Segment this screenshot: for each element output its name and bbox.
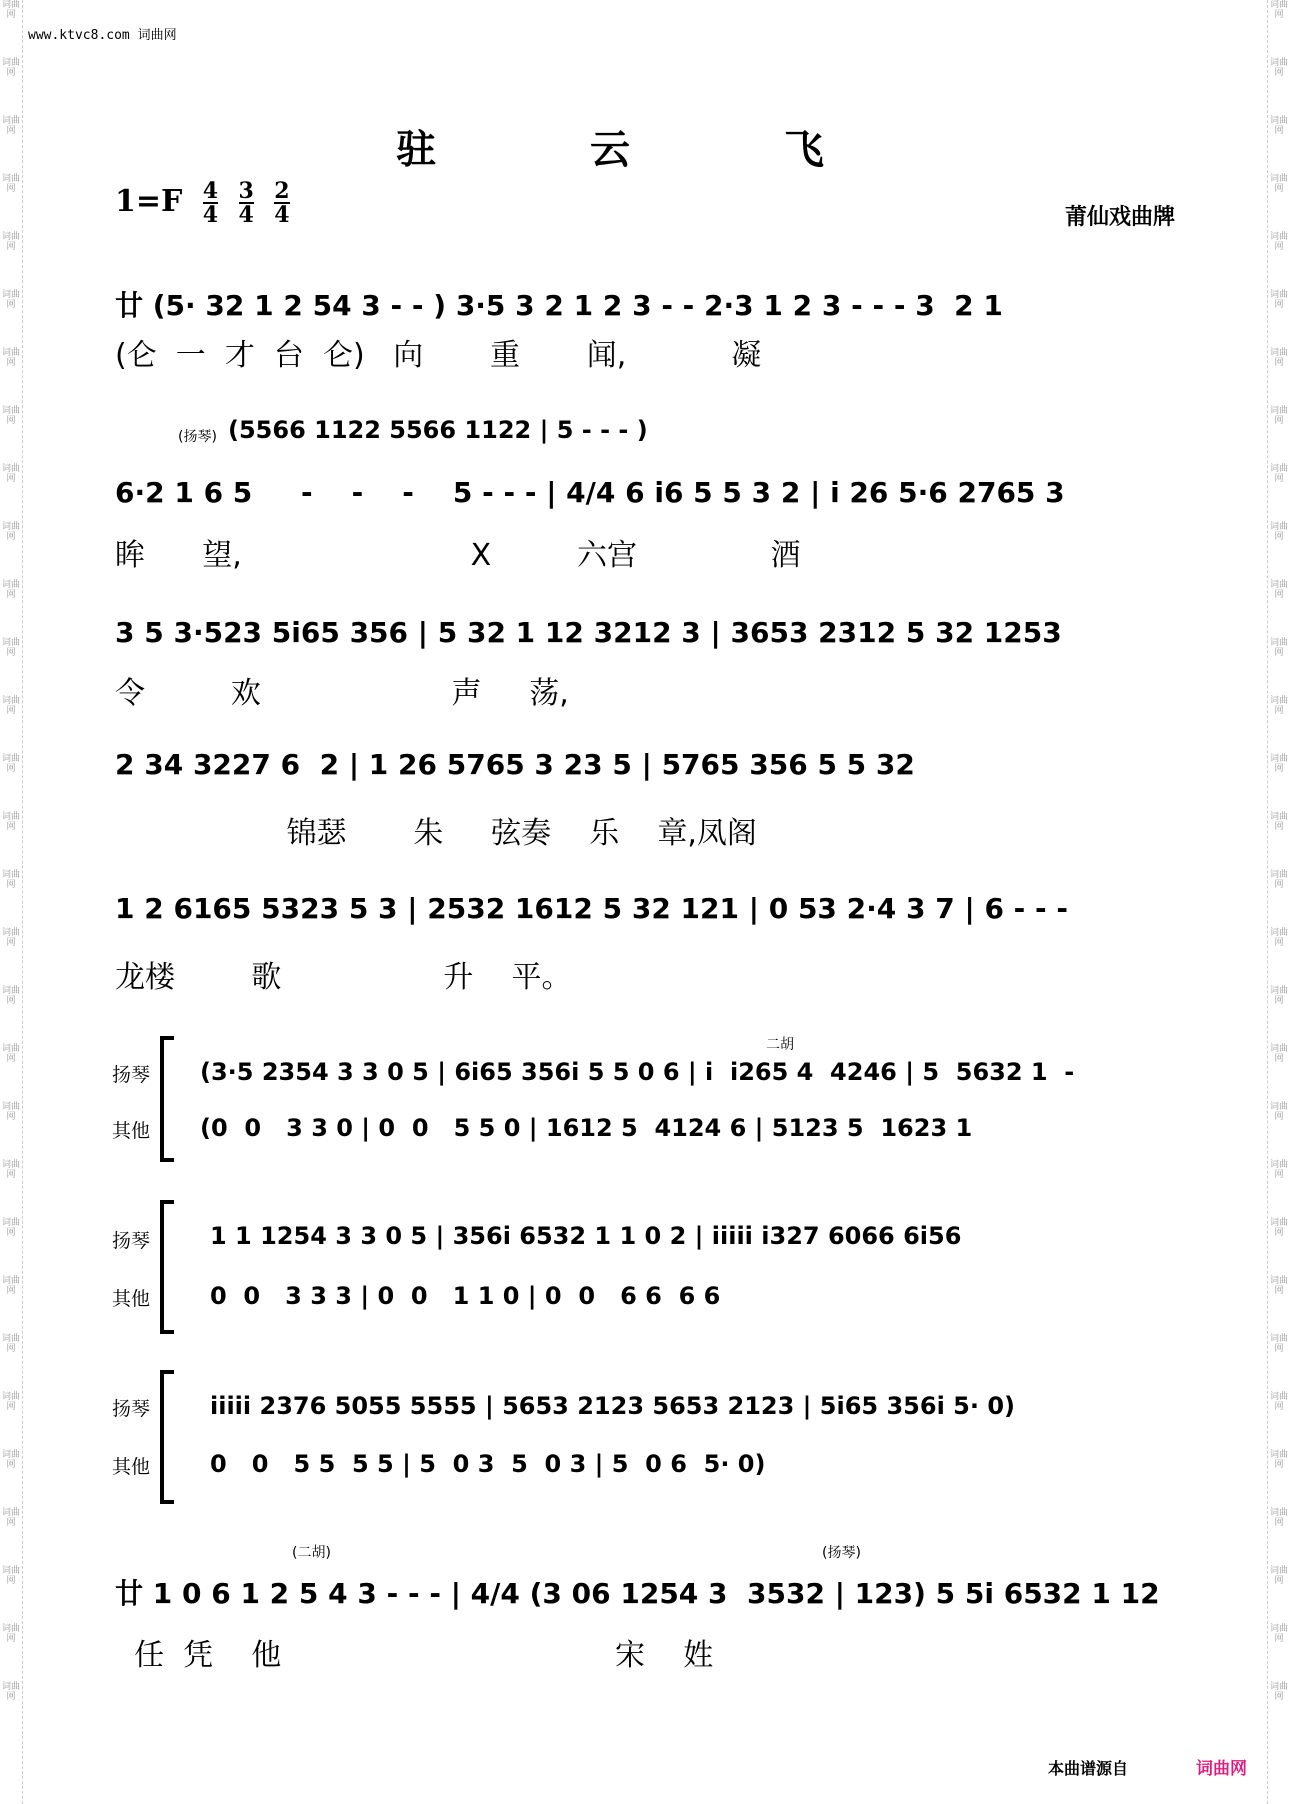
watermark-text: 词曲网: [1269, 232, 1288, 252]
right-watermark-strip: [1267, 0, 1290, 1804]
meter-1: $\frac{4}{4}$: [202, 178, 219, 228]
lyrics-row-last: 任 凭 他 宋 姓: [115, 1638, 714, 1673]
part-name: 扬琴: [112, 1064, 151, 1086]
source-label: 莆仙戏曲牌: [1064, 205, 1175, 230]
watermark-text: 词曲网: [1269, 1682, 1288, 1702]
watermark-text: 词曲网: [1, 58, 20, 78]
meter-3: $\frac{2}{4}$: [274, 178, 290, 228]
meter-2: $\frac{3}{4}$: [238, 178, 254, 228]
watermark-text: 词曲网: [1269, 522, 1288, 542]
part-notes: (0 0 3 3 0 | 0 0 5 5 0 | 1612 5 4124 6 | 5123 5 1623 1: [200, 1114, 973, 1142]
watermark-text: 词曲网: [1269, 348, 1288, 368]
part-name: 其他: [112, 1120, 151, 1142]
notation-row-last: 廿 1 0 6 1 2 5 4 3 - - - | 4/4 (3 06 1254 3 3532 | 123) 5 5i 6532 1 12: [115, 1577, 1160, 1610]
watermark-text: 词曲网: [1, 406, 20, 426]
watermark-text: 词曲网: [1269, 406, 1288, 426]
watermark-text: 词曲网: [1, 174, 20, 194]
watermark-text: 词曲网: [1, 1682, 20, 1702]
lyrics-row-3: 令 欢 声 荡,: [115, 676, 569, 711]
watermark-text: 词曲网: [1269, 928, 1288, 948]
watermark-text: 词曲网: [1, 1624, 20, 1644]
watermark-text: 词曲网: [1, 1102, 20, 1122]
watermark-text: 词曲网: [1269, 290, 1288, 310]
watermark-text: 词曲网: [1269, 638, 1288, 658]
watermark-text: 词曲网: [1269, 1160, 1288, 1180]
watermark-text: 词曲网: [1, 638, 20, 658]
watermark-text: 词曲网: [1, 580, 20, 600]
song-title: 驻 云 飞: [396, 126, 894, 173]
watermark-text: 词曲网: [1, 348, 20, 368]
part-notes: (3·5 2354 3 3 0 5 | 6i65 356i 5 5 0 6 | i i265 4 4246 | 5 5632 1 -: [200, 1058, 1075, 1086]
system-brace-3: [160, 1370, 174, 1504]
part-name: 扬琴: [112, 1230, 151, 1252]
part-notes: 0 0 3 3 3 | 0 0 1 1 0 | 0 0 6 6 6 6: [210, 1282, 721, 1310]
watermark-text: 词曲网: [1, 290, 20, 310]
erhu-label-2: (二胡): [292, 1545, 331, 1561]
notation-row-3: 3 5 3·523 5i65 356 | 5 32 1 12 3212 3 | 3653 2312 5 32 1253: [115, 616, 1062, 649]
part-name: 扬琴: [112, 1398, 151, 1420]
watermark-text: 词曲网: [1, 232, 20, 252]
watermark-text: 词曲网: [1269, 1218, 1288, 1238]
yangqin-label-2: (扬琴): [822, 1545, 861, 1561]
lyrics-row-2: 眸 望, X 六宫 酒: [115, 538, 801, 573]
yangqin-line: (5566 1122 5566 1122 | 5 - - - ): [228, 416, 648, 444]
watermark-text: 词曲网: [1269, 1624, 1288, 1644]
watermark-text: 词曲网: [1, 1276, 20, 1296]
watermark-text: 词曲网: [1, 812, 20, 832]
watermark-text: 词曲网: [1269, 1276, 1288, 1296]
watermark-text: 词曲网: [1269, 1392, 1288, 1412]
watermark-text: 词曲网: [1, 1334, 20, 1354]
watermark-text: 词曲网: [1269, 1508, 1288, 1528]
footer-source-text: 本曲谱源自: [1048, 1759, 1129, 1778]
lyrics-row-5: 龙楼 歌 升 平。: [115, 960, 572, 995]
footer-brand-link[interactable]: 词曲网: [1196, 1759, 1247, 1779]
lyrics-row-4: 锦瑟 朱 弦奏 乐 章,凤阁: [115, 816, 757, 851]
watermark-text: 词曲网: [1, 986, 20, 1006]
part-notes: 0 0 5 5 5 5 | 5 0 3 5 0 3 | 5 0 6 5· 0): [210, 1450, 766, 1478]
system-brace-1: [160, 1036, 174, 1162]
notation-row-4: 2 34 3227 6 2 | 1 26 5765 3 23 5 | 5765 356 5 5 32: [115, 748, 915, 781]
watermark-text: 词曲网: [1, 1044, 20, 1064]
watermark-text: 词曲网: [1269, 1566, 1288, 1586]
watermark-text: 词曲网: [1, 0, 20, 20]
site-url: www.ktvc8.com 词曲网: [28, 28, 177, 43]
key-signature: [115, 180, 290, 226]
watermark-text: 词曲网: [1, 1392, 20, 1412]
watermark-text: 词曲网: [1, 522, 20, 542]
watermark-text: 词曲网: [1269, 464, 1288, 484]
part-notes: iiiii 2376 5055 5555 | 5653 2123 5653 2123 | 5i65 356i 5· 0): [210, 1392, 1015, 1420]
notation-row-1: 廿 (5· 32 1 2 54 3 - - ) 3·5 3 2 1 2 3 - - 2·3 1 2 3 - - - 3 2 1: [115, 289, 1003, 322]
watermark-text: 词曲网: [1269, 1334, 1288, 1354]
watermark-text: 词曲网: [1, 696, 20, 716]
left-watermark-strip: [0, 0, 23, 1804]
watermark-text: 词曲网: [1269, 870, 1288, 890]
watermark-text: 词曲网: [1269, 580, 1288, 600]
part-notes: 1 1 1254 3 3 0 5 | 356i 6532 1 1 0 2 | iiiii i327 6066 6i56: [210, 1222, 962, 1250]
key-label: 1=F: [115, 184, 183, 219]
watermark-text: 词曲网: [1269, 1450, 1288, 1470]
watermark-text: 词曲网: [1, 116, 20, 136]
watermark-text: 词曲网: [1, 1508, 20, 1528]
watermark-text: 词曲网: [1, 754, 20, 774]
part-name: 其他: [112, 1288, 151, 1310]
lyrics-row-1: (仑 一 才 台 仑) 向 重 闻, 凝: [115, 338, 762, 373]
watermark-text: 词曲网: [1, 1450, 20, 1470]
watermark-text: 词曲网: [1, 1566, 20, 1586]
watermark-text: 词曲网: [1269, 58, 1288, 78]
watermark-text: 词曲网: [1269, 754, 1288, 774]
watermark-text: 词曲网: [1269, 696, 1288, 716]
watermark-text: 词曲网: [1, 464, 20, 484]
erhu-label: 二胡: [766, 1037, 794, 1053]
watermark-text: 词曲网: [1269, 1044, 1288, 1064]
watermark-text: 词曲网: [1269, 986, 1288, 1006]
watermark-text: 词曲网: [1269, 812, 1288, 832]
notation-row-2: 6·2 1 6 5 - - - 5 - - - | 4/4 6 i6 5 5 3 2 | i 26 5·6 2765 3: [115, 476, 1065, 509]
watermark-text: 词曲网: [1269, 174, 1288, 194]
watermark-text: 词曲网: [1269, 0, 1288, 20]
system-brace-2: [160, 1200, 174, 1334]
watermark-text: 词曲网: [1, 1218, 20, 1238]
notation-row-5: 1 2 6165 5323 5 3 | 2532 1612 5 32 121 | 0 53 2·4 3 7 | 6 - - -: [115, 892, 1069, 925]
watermark-text: 词曲网: [1, 928, 20, 948]
watermark-text: 词曲网: [1269, 116, 1288, 136]
watermark-text: 词曲网: [1, 1160, 20, 1180]
watermark-text: 词曲网: [1269, 1102, 1288, 1122]
watermark-text: 词曲网: [1, 870, 20, 890]
part-name: 其他: [112, 1456, 151, 1478]
yangqin-label: (扬琴): [178, 429, 217, 445]
